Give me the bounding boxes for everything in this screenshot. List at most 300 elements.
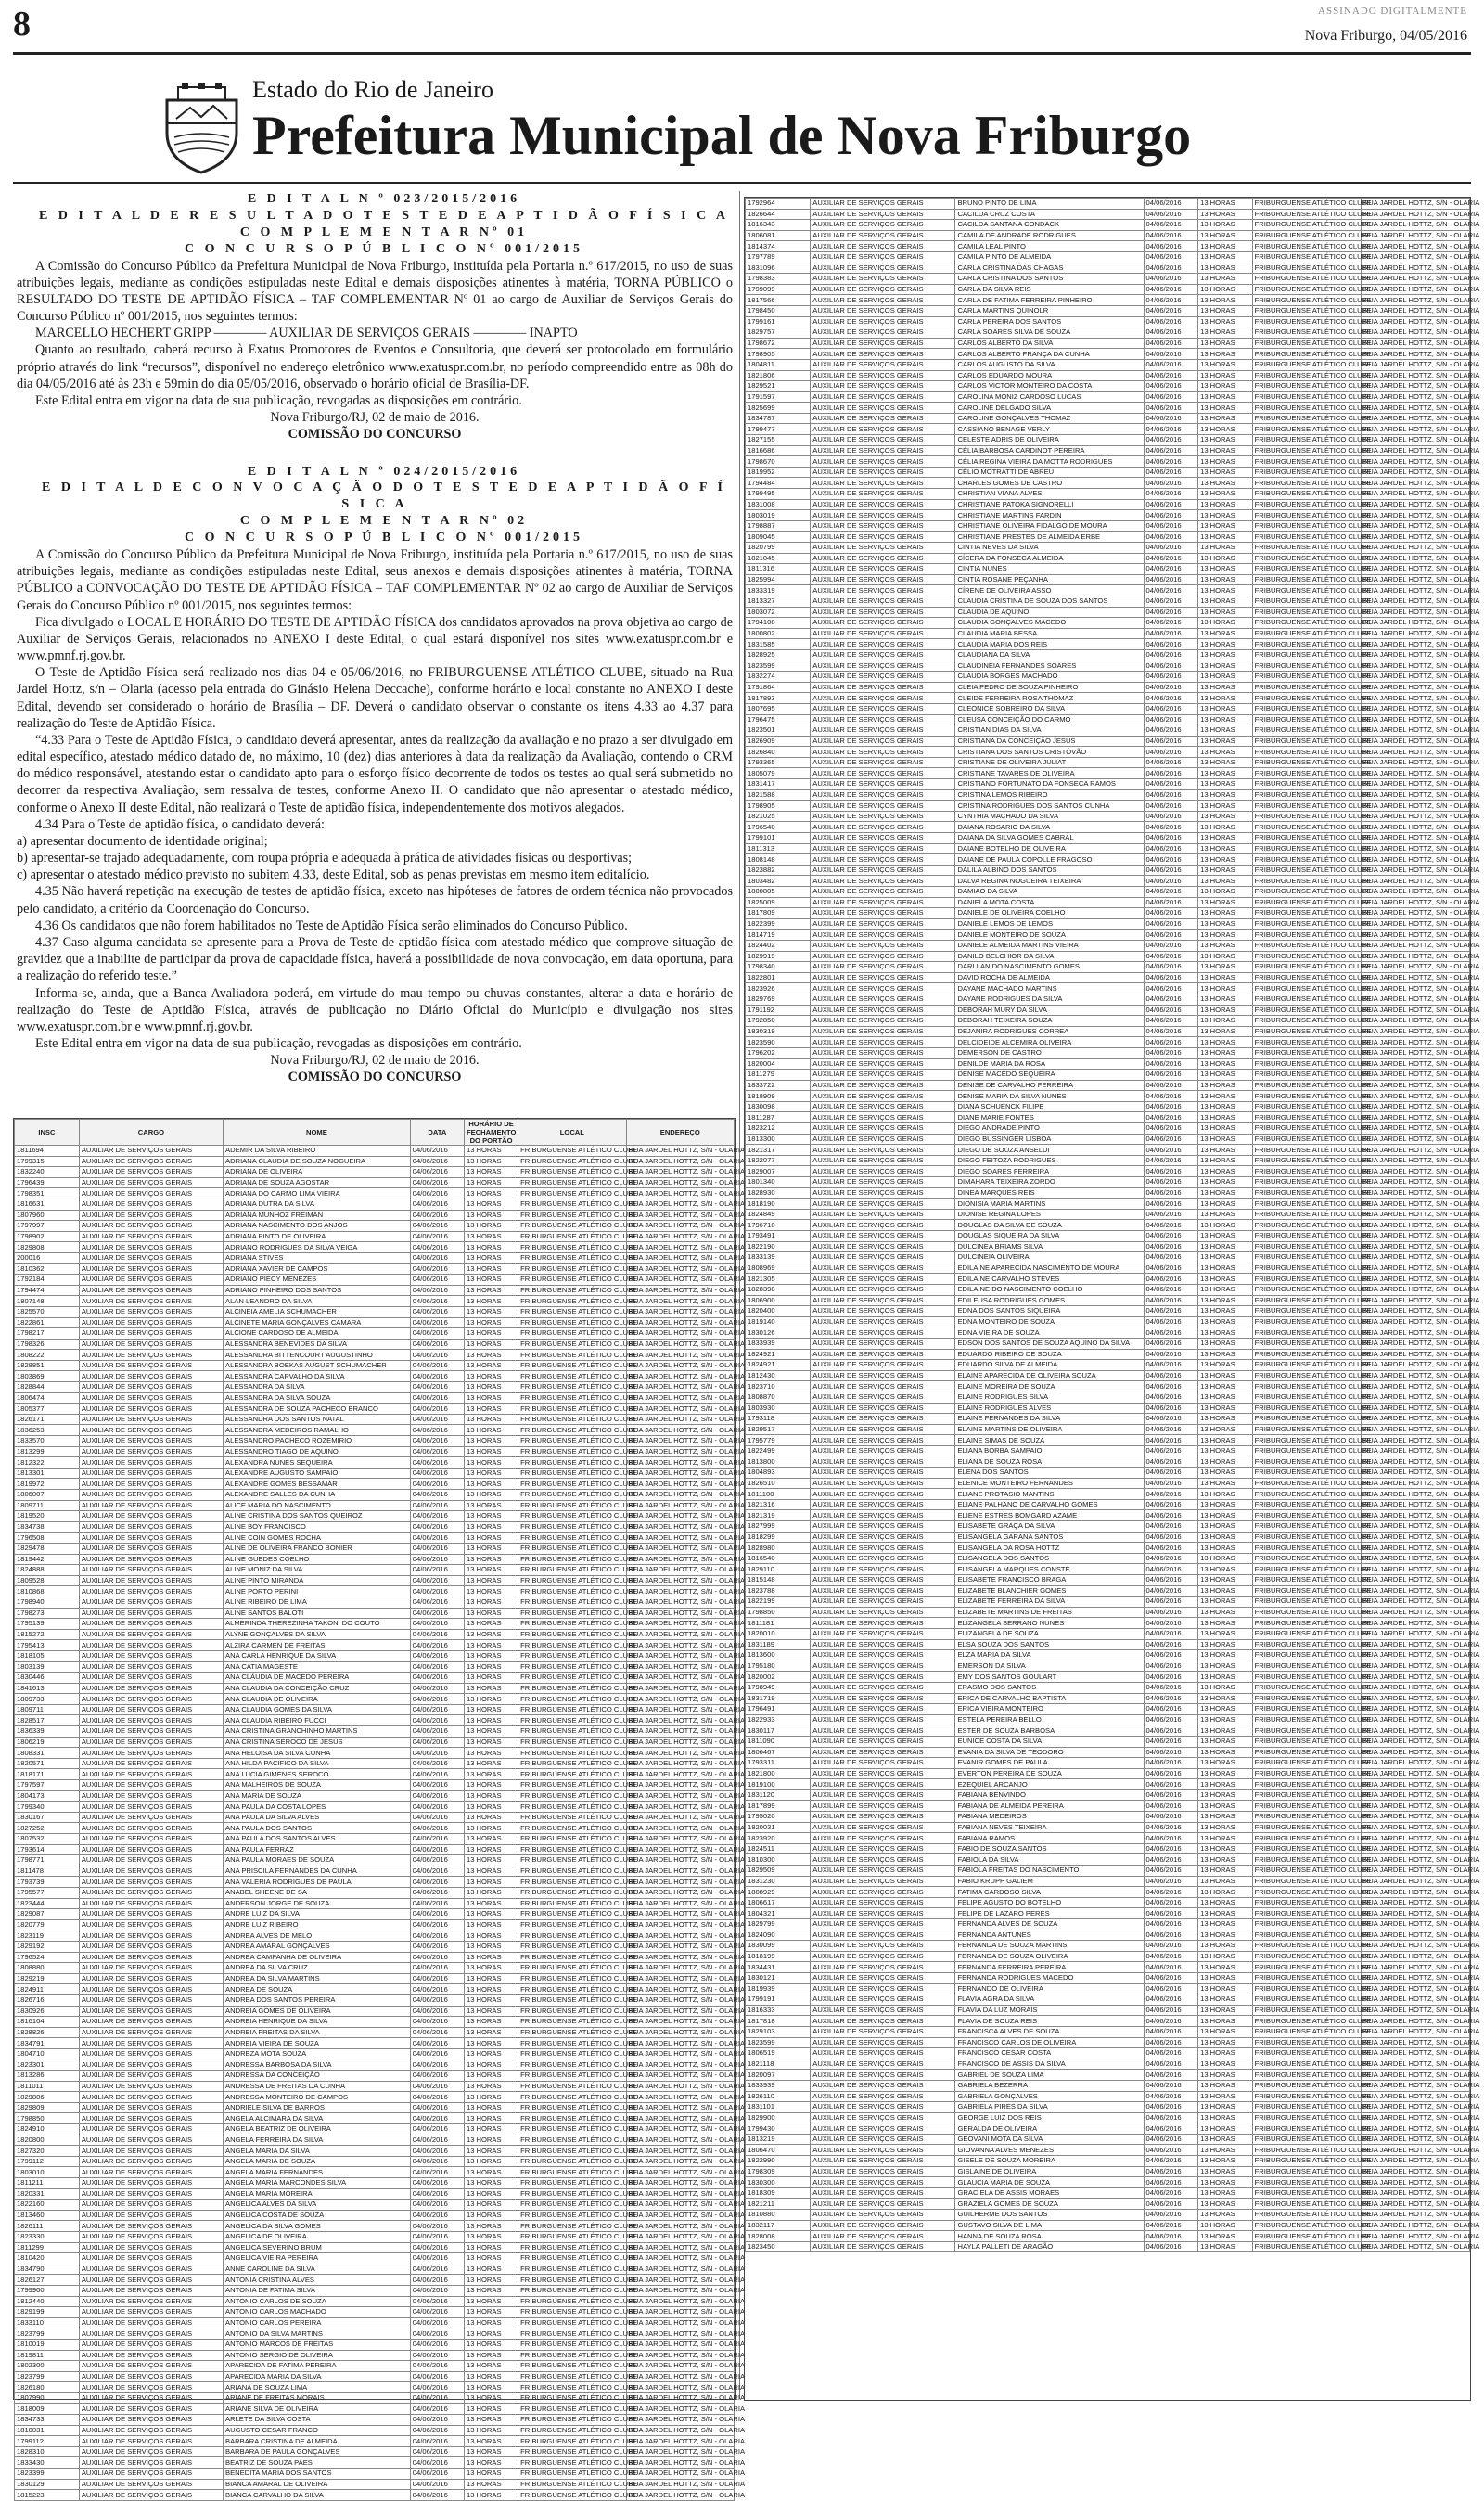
cell-endereco: RUA JARDEL HOTTZ, S/N - OLARIA	[626, 1930, 734, 1942]
cell-nome: ADRIANA NASCIMENTO DOS ANJOS	[224, 1221, 411, 1232]
cell-data: 04/06/2016	[410, 1468, 464, 1479]
cell-cargo: AUXILIAR DE SERVIÇOS GERAIS	[811, 768, 955, 779]
edital1-title: E D I T A L D E R E S U L T A D O T E S T E D E A P T I D Ã O F Í S I C A	[38, 208, 730, 223]
cell-horario: 13 HORAS	[464, 1339, 518, 1350]
cell-cargo: AUXILIAR DE SERVIÇOS GERAIS	[811, 1693, 955, 1704]
cell-local: FRIBURGUENSE ATLÉTICO CLUBE	[518, 2188, 626, 2200]
cell-local: FRIBURGUENSE ATLÉTICO CLUBE	[1252, 391, 1361, 403]
cell-local: FRIBURGUENSE ATLÉTICO CLUBE	[518, 1930, 626, 1942]
cell-data: 04/06/2016	[1144, 456, 1198, 468]
cell-data: 04/06/2016	[1144, 1241, 1198, 1252]
cell-cargo: AUXILIAR DE SERVIÇOS GERAIS	[79, 1941, 223, 1952]
cell-nome: CARLOS VICTOR MONTEIRO DA COSTA	[955, 381, 1144, 392]
cell-insc: 1820331	[15, 2188, 80, 2200]
edital1-signer: COMISSÃO DO CONCURSO	[288, 427, 462, 442]
cell-local: FRIBURGUENSE ATLÉTICO CLUBE	[1252, 628, 1361, 639]
cell-local: FRIBURGUENSE ATLÉTICO CLUBE	[518, 1404, 626, 1415]
cell-endereco: RUA JARDEL HOTTZ, S/N - OLARIA	[1361, 1414, 1469, 1425]
table-row	[746, 391, 1470, 403]
cell-cargo: AUXILIAR DE SERVIÇOS GERAIS	[811, 1876, 955, 1887]
cell-data: 04/06/2016	[1144, 649, 1198, 661]
cell-insc: 1823330	[15, 2231, 80, 2242]
cell-nome: ARIANA DE SOUZA LIMA	[224, 2382, 411, 2393]
cell-nome: CARLA DA SILVA REIS	[955, 284, 1144, 295]
cell-data: 04/06/2016	[1144, 1736, 1198, 1747]
cell-data: 04/06/2016	[410, 2253, 464, 2264]
table-row	[15, 1521, 735, 1533]
cell-cargo: AUXILIAR DE SERVIÇOS GERAIS	[811, 747, 955, 758]
cell-data: 04/06/2016	[1144, 876, 1198, 887]
cell-horario: 13 HORAS	[1198, 1381, 1253, 1392]
col-nome: NOME	[224, 1120, 411, 1146]
cell-endereco: RUA JARDEL HOTTZ, S/N - OLARIA	[626, 1285, 734, 1296]
cell-nome: ANDREIA VIEIRA DE SOUZA	[224, 2038, 411, 2049]
cell-local: FRIBURGUENSE ATLÉTICO CLUBE	[1252, 1037, 1361, 1048]
cell-data: 04/06/2016	[1144, 833, 1198, 844]
cell-cargo: AUXILIAR DE SERVIÇOS GERAIS	[811, 661, 955, 672]
cell-nome: ALESSANDRA DA SILVA	[224, 1382, 411, 1393]
cell-endereco: RUA JARDEL HOTTZ, S/N - OLARIA	[1361, 876, 1469, 887]
cell-local: FRIBURGUENSE ATLÉTICO CLUBE	[518, 1640, 626, 1651]
cell-data: 04/06/2016	[410, 1715, 464, 1726]
cell-endereco: RUA JARDEL HOTTZ, S/N - OLARIA	[626, 1748, 734, 1759]
cell-cargo: AUXILIAR DE SERVIÇOS GERAIS	[79, 2446, 223, 2457]
cell-insc: 1810868	[15, 1586, 80, 1597]
cell-insc: 1823590	[746, 1037, 811, 1048]
cell-local: FRIBURGUENSE ATLÉTICO CLUBE	[518, 2102, 626, 2113]
cell-horario: 13 HORAS	[464, 2457, 518, 2469]
cell-insc: 200016	[15, 1252, 80, 1263]
cell-cargo: AUXILIAR DE SERVIÇOS GERAIS	[79, 2027, 223, 2038]
cell-cargo: AUXILIAR DE SERVIÇOS GERAIS	[811, 359, 955, 370]
table-row	[746, 1456, 1470, 1468]
cell-insc: 1799191	[746, 1994, 811, 2006]
cell-cargo: AUXILIAR DE SERVIÇOS GERAIS	[811, 478, 955, 489]
cell-endereco: RUA JARDEL HOTTZ, S/N - OLARIA	[1361, 251, 1469, 263]
cell-insc: 1795413	[15, 1640, 80, 1651]
cell-horario: 13 HORAS	[1198, 2210, 1253, 2221]
cell-horario: 13 HORAS	[464, 1479, 518, 1490]
cell-local: FRIBURGUENSE ATLÉTICO CLUBE	[1252, 747, 1361, 758]
cell-cargo: AUXILIAR DE SERVIÇOS GERAIS	[811, 1005, 955, 1016]
cell-nome: EMERSON DA SILVA	[955, 1661, 1144, 1672]
cell-insc: 1798940	[15, 1597, 80, 1608]
cell-insc: 1829517	[746, 1424, 811, 1435]
cell-nome: BARBARA CRISTINA DE ALMEIDA	[224, 2436, 411, 2447]
cell-data: 04/06/2016	[410, 1866, 464, 1877]
cell-cargo: AUXILIAR DE SERVIÇOS GERAIS	[811, 1187, 955, 1199]
cell-horario: 13 HORAS	[1198, 1231, 1253, 1242]
cell-horario: 13 HORAS	[464, 2275, 518, 2286]
cell-data: 04/06/2016	[410, 1156, 464, 1167]
cell-endereco: RUA JARDEL HOTTZ, S/N - OLARIA	[626, 1263, 734, 1275]
table-row	[746, 1553, 1470, 1564]
table-row	[746, 2241, 1470, 2252]
table-row	[746, 263, 1470, 274]
table-row	[15, 1263, 735, 1275]
edital1-place-date: Nova Friburgo/RJ, 02 de maio de 2016.	[270, 410, 480, 426]
cell-horario: 13 HORAS	[1198, 1134, 1253, 1145]
cell-local: FRIBURGUENSE ATLÉTICO CLUBE	[518, 1275, 626, 1286]
left-column-text	[17, 191, 733, 1086]
table-row	[746, 876, 1470, 887]
cell-local: FRIBURGUENSE ATLÉTICO CLUBE	[518, 2264, 626, 2275]
cell-horario: 13 HORAS	[1198, 1091, 1253, 1102]
cell-cargo: AUXILIAR DE SERVIÇOS GERAIS	[811, 456, 955, 468]
cell-endereco: RUA JARDEL HOTTZ, S/N - OLARIA	[1361, 1693, 1469, 1704]
cell-insc: 1828851	[15, 1360, 80, 1371]
cell-cargo: AUXILIAR DE SERVIÇOS GERAIS	[811, 241, 955, 252]
cell-data: 04/06/2016	[1144, 1543, 1198, 1554]
cell-horario: 13 HORAS	[1198, 1070, 1253, 1081]
cell-local: FRIBURGUENSE ATLÉTICO CLUBE	[1252, 1392, 1361, 1403]
table-row	[746, 1499, 1470, 1510]
cell-insc: 1818309	[746, 2187, 811, 2199]
cell-nome: ADRIANO PINHEIRO DOS SANTOS	[224, 1285, 411, 1296]
cell-local: FRIBURGUENSE ATLÉTICO CLUBE	[1252, 1360, 1361, 1371]
table-row	[746, 1887, 1470, 1898]
cell-cargo: AUXILIAR DE SERVIÇOS GERAIS	[79, 1554, 223, 1565]
cell-insc: 1799161	[746, 316, 811, 327]
table-row	[746, 251, 1470, 263]
cell-cargo: AUXILIAR DE SERVIÇOS GERAIS	[79, 1188, 223, 1199]
city-crest-icon	[158, 82, 246, 174]
cell-horario: 13 HORAS	[1198, 1789, 1253, 1801]
cell-cargo: AUXILIAR DE SERVIÇOS GERAIS	[79, 1619, 223, 1630]
cell-insc: 1818299	[746, 1532, 811, 1543]
cell-nome: CRISTIANA DOS SANTOS CRISTÓVÃO	[955, 747, 1144, 758]
cell-data: 04/06/2016	[410, 2124, 464, 2135]
cell-cargo: AUXILIAR DE SERVIÇOS GERAIS	[79, 1683, 223, 1694]
cell-nome: ANGELA MARIA MARCONDES SILVA	[224, 2178, 411, 2189]
cell-insc: 1830121	[746, 1972, 811, 1983]
cell-endereco: RUA JARDEL HOTTZ, S/N - OLARIA	[626, 1554, 734, 1565]
cell-horario: 13 HORAS	[1198, 2016, 1253, 2027]
cell-endereco: RUA JARDEL HOTTZ, S/N - OLARIA	[626, 1661, 734, 1673]
cell-data: 04/06/2016	[1144, 811, 1198, 822]
cell-local: FRIBURGUENSE ATLÉTICO CLUBE	[1252, 1306, 1361, 1317]
cell-local: FRIBURGUENSE ATLÉTICO CLUBE	[518, 1446, 626, 1457]
cell-nome: ALEXANDRE SALLES DA CUNHA	[224, 1490, 411, 1501]
cell-horario: 13 HORAS	[1198, 2156, 1253, 2167]
cell-cargo: AUXILIAR DE SERVIÇOS GERAIS	[811, 1521, 955, 1533]
cell-data: 04/06/2016	[1144, 1392, 1198, 1403]
cell-data: 04/06/2016	[1144, 1489, 1198, 1500]
cell-nome: ELAINE RODRIGUES ALVES	[955, 1403, 1144, 1414]
cell-cargo: AUXILIAR DE SERVIÇOS GERAIS	[811, 951, 955, 962]
cell-endereco: RUA JARDEL HOTTZ, S/N - OLARIA	[626, 1855, 734, 1866]
cell-local: FRIBURGUENSE ATLÉTICO CLUBE	[1252, 1338, 1361, 1349]
cell-nome: GEOVANI MOTA DA SILVA	[955, 2134, 1144, 2145]
cell-data: 04/06/2016	[1144, 199, 1198, 210]
cell-nome: GABRIEL DE SOUZA LIMA	[955, 2070, 1144, 2081]
cell-nome: CARLA CRISTINA DOS SANTOS	[955, 274, 1144, 285]
cell-nome: CLAUDIA DE AQUINO	[955, 607, 1144, 618]
cell-endereco: RUA JARDEL HOTTZ, S/N - OLARIA	[626, 2124, 734, 2135]
cell-nome: CRISTIANE DE OLIVEIRA JULIAT	[955, 757, 1144, 768]
cell-local: FRIBURGUENSE ATLÉTICO CLUBE	[518, 1350, 626, 1361]
cell-insc: 1830117	[746, 1725, 811, 1737]
cell-horario: 13 HORAS	[1198, 768, 1253, 779]
cell-cargo: AUXILIAR DE SERVIÇOS GERAIS	[811, 693, 955, 704]
table-row	[746, 1962, 1470, 1973]
table-row	[15, 2200, 735, 2211]
cell-endereco: RUA JARDEL HOTTZ, S/N - OLARIA	[1361, 553, 1469, 564]
cell-insc: 1826909	[746, 736, 811, 747]
cell-local: FRIBURGUENSE ATLÉTICO CLUBE	[1252, 768, 1361, 779]
cell-nome: CYNTHIA MACHADO DA SILVA	[955, 811, 1144, 822]
cell-local: FRIBURGUENSE ATLÉTICO CLUBE	[1252, 693, 1361, 704]
cell-local: FRIBURGUENSE ATLÉTICO CLUBE	[1252, 1564, 1361, 1575]
cell-horario: 13 HORAS	[464, 1328, 518, 1340]
table-row	[746, 1274, 1470, 1285]
cell-insc: 1798450	[746, 305, 811, 316]
cell-local: FRIBURGUENSE ATLÉTICO CLUBE	[1252, 607, 1361, 618]
cell-insc: 1798672	[746, 338, 811, 349]
cell-endereco: RUA JARDEL HOTTZ, S/N - OLARIA	[626, 2317, 734, 2328]
edital2-paragraph: A Comissão do Concurso Público da Prefeitura Municipal de Nova Friburgo, instituída pela Portaria n.º 617/2015, no uso de suas atribuições legais, mediante as condições estipuladas neste Edital, seus anexos e demais disposições atinentes à matéria, TORNA PÚBLICO a CONVOCAÇÃO DO TESTE DE APTIDÃO FÍSICA – TAF COMPLEMENTAR Nº 02 ao cargo de Auxiliar de Serviços Gerais do Concurso Público nº 001/2015, nos seguintes termos:	[17, 547, 733, 613]
cell-cargo: AUXILIAR DE SERVIÇOS GERAIS	[811, 972, 955, 983]
cell-nome: CARLOS EDUARDO MOURA	[955, 370, 1144, 381]
cell-data: 04/06/2016	[410, 2188, 464, 2200]
cell-insc: 1827252	[15, 1823, 80, 1834]
cell-nome: ANDRE LUIZ DA SILVA	[224, 1909, 411, 1920]
cell-data: 04/06/2016	[1144, 607, 1198, 618]
table-row	[15, 1629, 735, 1640]
cell-nome: CHRISTIANE OLIVEIRA FIDALGO DE MOURA	[955, 520, 1144, 532]
cell-endereco: RUA JARDEL HOTTZ, S/N - OLARIA	[1361, 424, 1469, 435]
cell-horario: 13 HORAS	[464, 1844, 518, 1855]
table-row	[15, 1963, 735, 1974]
cell-data: 04/06/2016	[1144, 1553, 1198, 1564]
cell-nome: ANDRESSA MONTEIRO DE CAMPOS	[224, 2092, 411, 2103]
cell-data: 04/06/2016	[410, 1694, 464, 1705]
cell-nome: ELISABETE FRANCISCO BRAGA	[955, 1575, 1144, 1586]
header-rule	[13, 182, 1471, 184]
cell-nome: ANGELICA ALVES DA SILVA	[224, 2200, 411, 2211]
cell-insc: 1806900	[746, 1295, 811, 1306]
cell-cargo: AUXILIAR DE SERVIÇOS GERAIS	[811, 2123, 955, 2135]
cell-horario: 13 HORAS	[1198, 1252, 1253, 1263]
cell-insc: 1823444	[15, 1898, 80, 1909]
cell-cargo: AUXILIAR DE SERVIÇOS GERAIS	[811, 381, 955, 392]
cell-local: FRIBURGUENSE ATLÉTICO CLUBE	[1252, 908, 1361, 919]
cell-local: FRIBURGUENSE ATLÉTICO CLUBE	[1252, 1327, 1361, 1339]
cell-insc: 1815223	[15, 2490, 80, 2501]
table-row	[746, 574, 1470, 585]
table-row	[15, 1328, 735, 1340]
cell-cargo: AUXILIAR DE SERVIÇOS GERAIS	[79, 1866, 223, 1877]
cell-horario: 13 HORAS	[464, 1360, 518, 1371]
cell-horario: 13 HORAS	[464, 1436, 518, 1447]
cell-data: 04/06/2016	[1144, 2134, 1198, 2145]
cell-endereco: RUA JARDEL HOTTZ, S/N - OLARIA	[626, 1490, 734, 1501]
table-row	[746, 833, 1470, 844]
cell-local: FRIBURGUENSE ATLÉTICO CLUBE	[1252, 1876, 1361, 1887]
cell-insc: 1808929	[746, 1887, 811, 1898]
cell-data: 04/06/2016	[410, 1543, 464, 1554]
cell-data: 04/06/2016	[1144, 1295, 1198, 1306]
cell-local: FRIBURGUENSE ATLÉTICO CLUBE	[518, 1619, 626, 1630]
cell-endereco: RUA JARDEL HOTTZ, S/N - OLARIA	[1361, 316, 1469, 327]
cell-data: 04/06/2016	[1144, 1424, 1198, 1435]
cell-local: FRIBURGUENSE ATLÉTICO CLUBE	[1252, 940, 1361, 951]
cell-horario: 13 HORAS	[464, 2296, 518, 2307]
cell-local: FRIBURGUENSE ATLÉTICO CLUBE	[518, 2275, 626, 2286]
table-row	[15, 1619, 735, 1630]
cell-insc: 1834791	[15, 2038, 80, 2049]
cell-cargo: AUXILIAR DE SERVIÇOS GERAIS	[811, 1672, 955, 1683]
cell-cargo: AUXILIAR DE SERVIÇOS GERAIS	[79, 2167, 223, 2178]
table-row	[746, 1187, 1470, 1199]
cell-local: FRIBURGUENSE ATLÉTICO CLUBE	[518, 1199, 626, 1210]
cell-data: 04/06/2016	[1144, 1597, 1198, 1608]
cell-insc: 1796508	[15, 1533, 80, 1544]
cell-endereco: RUA JARDEL HOTTZ, S/N - OLARIA	[1361, 940, 1469, 951]
cell-endereco: RUA JARDEL HOTTZ, S/N - OLARIA	[1361, 1682, 1469, 1693]
cell-insc: 1834790	[15, 2264, 80, 2275]
cell-insc: 1825699	[746, 403, 811, 414]
cell-local: FRIBURGUENSE ATLÉTICO CLUBE	[518, 1533, 626, 1544]
cell-local: FRIBURGUENSE ATLÉTICO CLUBE	[1252, 1295, 1361, 1306]
cell-data: 04/06/2016	[410, 2371, 464, 2382]
cell-local: FRIBURGUENSE ATLÉTICO CLUBE	[1252, 1112, 1361, 1123]
table-row	[15, 2059, 735, 2071]
cell-local: FRIBURGUENSE ATLÉTICO CLUBE	[1252, 305, 1361, 316]
table-row	[746, 1758, 1470, 1769]
table-row	[15, 2124, 735, 2135]
edital2-paragraph: O Teste de Aptidão Física será realizado nos dias 04 e 05/06/2016, no FRIBURGUENSE ATLÉTICO CLUBE, situado na Rua Jardel Hottz, s/n – Olaria (acesso pela entrada do Ginásio Helena Deccache), conforme horário e local constante no ANEXO I deste Edital, devendo ser considerado o horário de Brasília – DF. Deverá o candidato observar o constante os itens 4.33 ao 4.37 para realização do Teste de Aptidão Física.	[17, 665, 733, 731]
cell-data: 04/06/2016	[410, 1823, 464, 1834]
cell-data: 04/06/2016	[1144, 1306, 1198, 1317]
table-row	[746, 1478, 1470, 1489]
cell-horario: 13 HORAS	[1198, 897, 1253, 908]
cell-nome: ANGELA MARIA DE SOUZA	[224, 2156, 411, 2167]
cell-insc: 1833430	[15, 2457, 80, 2469]
cell-cargo: AUXILIAR DE SERVIÇOS GERAIS	[79, 1737, 223, 1748]
cell-horario: 13 HORAS	[464, 1661, 518, 1673]
cell-endereco: RUA JARDEL HOTTZ, S/N - OLARIA	[626, 1252, 734, 1263]
cell-endereco: RUA JARDEL HOTTZ, S/N - OLARIA	[626, 1360, 734, 1371]
cell-endereco: RUA JARDEL HOTTZ, S/N - OLARIA	[1361, 682, 1469, 693]
cell-insc: 1826180	[15, 2382, 80, 2393]
table-row	[15, 2113, 735, 2124]
cell-endereco: RUA JARDEL HOTTZ, S/N - OLARIA	[1361, 2112, 1469, 2123]
cell-local: FRIBURGUENSE ATLÉTICO CLUBE	[1252, 618, 1361, 629]
cell-insc: 1804710	[15, 2048, 80, 2059]
cell-local: FRIBURGUENSE ATLÉTICO CLUBE	[1252, 1585, 1361, 1597]
cell-nome: FABIANA MEDEIROS	[955, 1812, 1144, 1823]
table-row	[15, 2350, 735, 2361]
cell-nome: CAROLINA MONIZ CARDOSO LUCAS	[955, 391, 1144, 403]
cell-cargo: AUXILIAR DE SERVIÇOS GERAIS	[811, 435, 955, 446]
table-row	[15, 1156, 735, 1167]
table-row	[15, 1371, 735, 1382]
cell-local: FRIBURGUENSE ATLÉTICO CLUBE	[1252, 1381, 1361, 1392]
table-row	[15, 1887, 735, 1898]
table-row	[746, 1866, 1470, 1877]
cell-nome: ELIZABETE FERREIRA DA SILVA	[955, 1597, 1144, 1608]
cell-insc: 1810300	[746, 1854, 811, 1866]
cell-insc: 1812322	[15, 1457, 80, 1469]
cell-data: 04/06/2016	[1144, 532, 1198, 543]
cell-cargo: AUXILIAR DE SERVIÇOS GERAIS	[79, 2071, 223, 2082]
cell-nome: FRANCISCO CESAR COSTA	[955, 2048, 1144, 2059]
cell-data: 04/06/2016	[410, 1877, 464, 1888]
cell-local: FRIBURGUENSE ATLÉTICO CLUBE	[1252, 284, 1361, 295]
cell-nome: ESTELA PEREIRA BELLO	[955, 1714, 1144, 1725]
cell-endereco: RUA JARDEL HOTTZ, S/N - OLARIA	[626, 1984, 734, 1995]
cell-horario: 13 HORAS	[464, 1543, 518, 1554]
cell-endereco: RUA JARDEL HOTTZ, S/N - OLARIA	[1361, 1134, 1469, 1145]
col-data: DATA	[410, 1120, 464, 1146]
cell-data: 04/06/2016	[410, 2317, 464, 2328]
cell-local: FRIBURGUENSE ATLÉTICO CLUBE	[518, 1436, 626, 1447]
cell-nome: GUSTAVO SILVA DE LIMA	[955, 2220, 1144, 2231]
cell-data: 04/06/2016	[410, 2361, 464, 2372]
cell-nome: FABIANA RAMOS	[955, 1833, 1144, 1844]
cell-horario: 13 HORAS	[1198, 1263, 1253, 1274]
cell-data: 04/06/2016	[1144, 359, 1198, 370]
cell-nome: DAIANA ROSARIO DA SILVA	[955, 822, 1144, 833]
cell-insc: 1806474	[15, 1392, 80, 1404]
cell-local: FRIBURGUENSE ATLÉTICO CLUBE	[518, 1780, 626, 1791]
table-row	[746, 564, 1470, 575]
cell-insc: 1795020	[746, 1812, 811, 1823]
cell-horario: 13 HORAS	[464, 2231, 518, 2242]
cell-endereco: RUA JARDEL HOTTZ, S/N - OLARIA	[626, 2102, 734, 2113]
cell-local: FRIBURGUENSE ATLÉTICO CLUBE	[1252, 2037, 1361, 2048]
cell-data: 04/06/2016	[410, 1565, 464, 1576]
cell-nome: FERNANDA ALVES DE SOUZA	[955, 1919, 1144, 1930]
cell-local: FRIBURGUENSE ATLÉTICO CLUBE	[1252, 2048, 1361, 2059]
cell-horario: 13 HORAS	[1198, 199, 1253, 210]
cell-horario: 13 HORAS	[1198, 1736, 1253, 1747]
cell-endereco: RUA JARDEL HOTTZ, S/N - OLARIA	[626, 1328, 734, 1340]
table-row	[746, 801, 1470, 812]
cell-endereco: RUA JARDEL HOTTZ, S/N - OLARIA	[626, 1877, 734, 1888]
cell-nome: ALINE MONIZ DA SILVA	[224, 1565, 411, 1576]
cell-nome: CÉLIO MOTRATTI DE ABREU	[955, 467, 1144, 478]
cell-local: FRIBURGUENSE ATLÉTICO CLUBE	[518, 1360, 626, 1371]
cell-data: 04/06/2016	[410, 1177, 464, 1188]
cell-local: FRIBURGUENSE ATLÉTICO CLUBE	[518, 1704, 626, 1715]
cell-cargo: AUXILIAR DE SERVIÇOS GERAIS	[811, 1543, 955, 1554]
cell-insc: 1821806	[746, 370, 811, 381]
cell-nome: ALINE PINTO MIRANDA	[224, 1575, 411, 1586]
cell-endereco: RUA JARDEL HOTTZ, S/N - OLARIA	[1361, 1070, 1469, 1081]
cell-horario: 13 HORAS	[464, 1468, 518, 1479]
cell-local: FRIBURGUENSE ATLÉTICO CLUBE	[1252, 1284, 1361, 1295]
cell-nome: DENISE DE CARVALHO FERREIRA	[955, 1080, 1144, 1091]
cell-endereco: RUA JARDEL HOTTZ, S/N - OLARIA	[1361, 1941, 1469, 1952]
cell-local: FRIBURGUENSE ATLÉTICO CLUBE	[518, 1963, 626, 1974]
cell-data: 04/06/2016	[1144, 564, 1198, 575]
cell-local: FRIBURGUENSE ATLÉTICO CLUBE	[518, 2328, 626, 2340]
cell-endereco: RUA JARDEL HOTTZ, S/N - OLARIA	[626, 1500, 734, 1511]
cell-cargo: AUXILIAR DE SERVIÇOS GERAIS	[811, 1650, 955, 1661]
cell-nome: ADRIANA XAVIER DE CAMPOS	[224, 1263, 411, 1275]
cell-cargo: AUXILIAR DE SERVIÇOS GERAIS	[811, 230, 955, 241]
table-row	[15, 1575, 735, 1586]
cell-local: FRIBURGUENSE ATLÉTICO CLUBE	[1252, 1456, 1361, 1468]
cell-local: FRIBURGUENSE ATLÉTICO CLUBE	[1252, 1736, 1361, 1747]
cell-nome: ANDRESSA BARBOSA DA SILVA	[224, 2059, 411, 2071]
cell-insc: 1813600	[746, 1650, 811, 1661]
cell-cargo: AUXILIAR DE SERVIÇOS GERAIS	[79, 1834, 223, 1845]
table-row	[746, 1445, 1470, 1456]
cell-insc: 1822801	[746, 972, 811, 983]
